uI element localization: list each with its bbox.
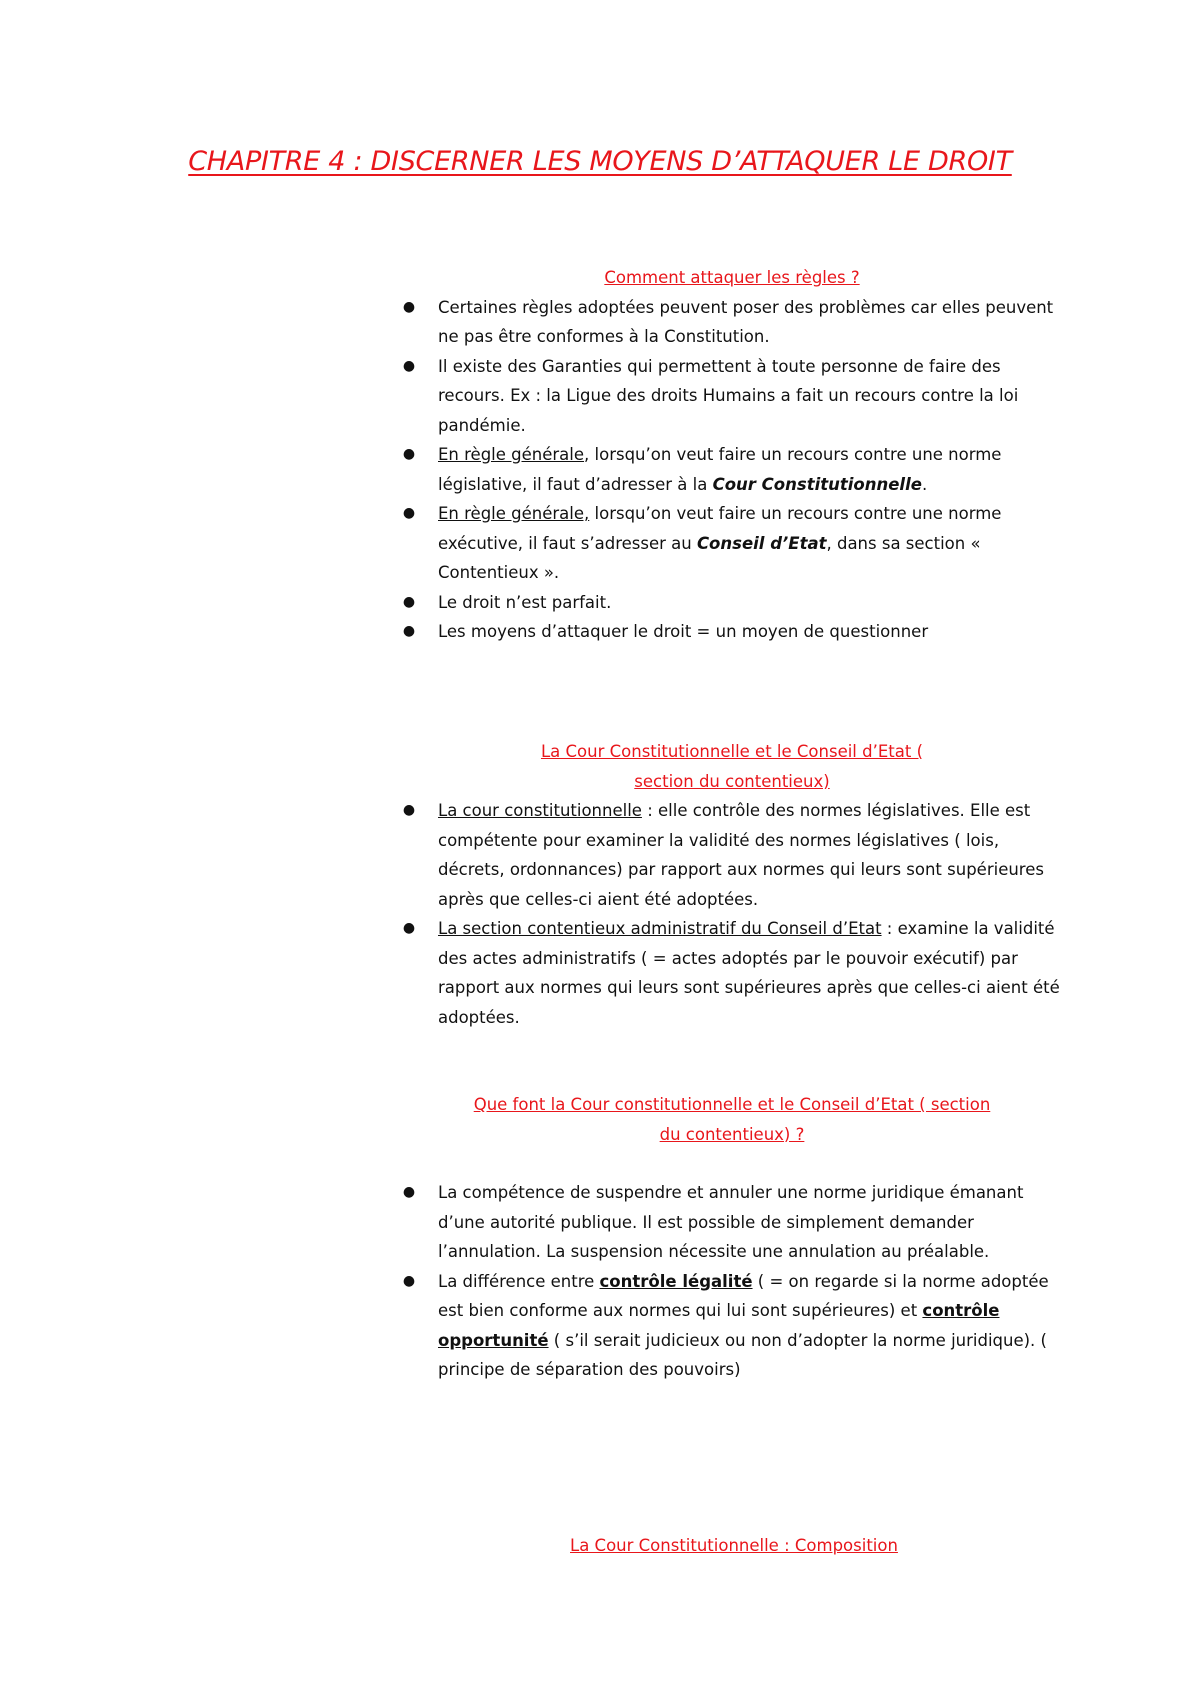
item-text: Les moyens d’attaquer le droit = un moyen de questionner (438, 622, 929, 641)
list-item (402, 588, 1062, 618)
item-lead: En règle générale, (438, 504, 590, 523)
section-heading: Que font la Cour constitutionnelle et le Conseil d’Etat ( section du contentieux) ? (473, 1095, 991, 1144)
bullet-icon: ● (402, 357, 416, 374)
bullet-icon: ● (402, 802, 416, 818)
list-item (402, 914, 1062, 1032)
item-text: Il existe des Garanties qui permettent à toute personne de faire des recours. Ex : la Ligue des droits Humains a fait un recours contre la loi pandémie. (438, 356, 1019, 435)
item-text: Certaines règles adoptées peuvent poser des problèmes car elles peuvent ne pas être conformes à la Constitution. (438, 297, 1054, 346)
bullet-icon: ● (402, 1272, 416, 1289)
item-lead: La cour constitutionnelle (438, 801, 642, 820)
section-heading: La Cour Constitutionnelle et le Conseil d’Etat ( section du contentieux) (540, 742, 924, 791)
bullet-icon: ● (402, 920, 416, 936)
section-cour-et-conseil (402, 737, 1062, 1032)
item-tail: , dans sa section « Contentieux ». (438, 533, 981, 582)
list-item (402, 617, 1062, 647)
item-bold-term: contrôle légalité (599, 1271, 753, 1291)
list-item (402, 1267, 1062, 1385)
item-tail: . (921, 474, 928, 494)
bullet-icon: ● (402, 593, 416, 610)
item-text: La différence entre (438, 1271, 600, 1291)
bullet-list (402, 1178, 1062, 1385)
item-text: ( s’il serait judicieux ou non d’adopter la norme juridique). ( principe de séparation des pouvoirs) (438, 1330, 1047, 1379)
item-text: Le droit n’est parfait. (438, 592, 612, 612)
bullet-icon: ● (402, 1184, 416, 1200)
section-heading: La Cour Constitutionnelle : Composition (570, 1536, 898, 1555)
bullet-icon: ● (402, 298, 416, 315)
list-item (402, 352, 1062, 441)
bullet-icon: ● (402, 446, 416, 462)
item-lead: La section contentieux administratif du Conseil d’Etat (438, 919, 882, 938)
section-composition (402, 1531, 1062, 1561)
list-item (402, 293, 1062, 352)
list-item (402, 440, 1062, 499)
item-text: , lorsqu’on veut faire un recours contre une norme législative, il faut d’adresser à la (438, 445, 1002, 494)
bullet-icon: ● (402, 505, 416, 521)
item-text: : examine la validité des actes administratifs ( = actes adoptés par le pouvoir exécutif) par rapport aux normes qui leurs sont supérieures après que celles-ci aient été adoptées. (438, 919, 1060, 1027)
item-text: ( = on regarde si la norme adoptée est bien conforme aux normes qui lui sont supérieures) et (438, 1271, 1049, 1320)
item-bold-term: contrôle opportunité (438, 1301, 1000, 1350)
bullet-icon: ● (402, 623, 416, 639)
page-title: CHAPITRE 4 : DISCERNER LES MOYENS D’ATTAQUER LE DROIT (188, 146, 1012, 177)
section-que-font (402, 1090, 1062, 1385)
bullet-list (402, 293, 1062, 647)
item-text: La compétence de suspendre et annuler une norme juridique émanant d’une autorité publique. Il est possible de simplement demander l’annulation. La suspension nécessite une annulation au préalable. (438, 1183, 1024, 1261)
item-lead: En règle générale (438, 445, 585, 464)
bullet-list (402, 796, 1062, 1032)
item-text: : elle contrôle des normes législatives. Elle est compétente pour examiner la validité des normes législatives ( lois, décrets, ordonnances) par rapport aux normes qui leurs sont supérieures après que celles-ci aient été adoptées. (438, 801, 1044, 909)
list-item (402, 499, 1062, 588)
item-text: lorsqu’on veut faire un recours contre une norme exécutive, il faut s’adresser au (438, 504, 1002, 553)
list-item (402, 1178, 1062, 1267)
item-emphasis: Cour Constitutionnelle (712, 474, 922, 494)
section-comment-attaquer (402, 263, 1062, 647)
list-item (402, 796, 1062, 914)
item-emphasis: Conseil d’Etat (696, 533, 827, 553)
section-heading: Comment attaquer les règles ? (604, 268, 860, 287)
